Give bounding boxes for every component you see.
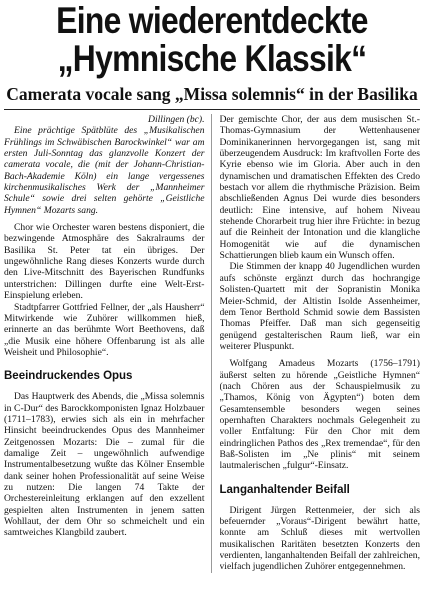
- paragraph-4: Der gemischte Chor, der aus dem musischen St.-Thomas-Gymnasium der Wettenhausener Dominikanerinnen hervorgegangen ist, sang mit überzeugendem Ausdruck: Im kraftvollen Forte des Kyrie ebenso wie im Gloria. Aber auch in den dynamischen und dramatischen Effekten des Credo bestach vor allem die rhythmische Präzision. Beim abschließenden Agnus Dei wurde dies besonders deutlich: Eine intensive, auf hohem Niveau stehende Chorarbeit trug hier ihre Früchte: in bezug auf die Reinheit der Intonation und die klangliche Homogenität wie auf die dynamischen Schattierungen blieb kaum ein Wunsch offen.: [219, 114, 420, 262]
- paragraph-1: Chor wie Orchester waren bestens disponiert, die bezwingende Atmosphäre des Sakralraums der Basilika St. Peter tat ein übriges. Der ungewöhnliche Rang dieses Konzerts wurde durch den Live-Mitschnitt des Bayerischen Rundfunks unterstrichen: Dillingen durfte eine Welt-Erst-Einspielung erleben.: [4, 222, 205, 302]
- paragraph-6: Wolfgang Amadeus Mozarts (1756–1791) äußerst selten zu hörende „Geistliche Hymnen“ (nach Chören aus der Schauspielmusik zu „Thamos, König von Ägypten“) boten dem Gesamtensemble besonders wegen seines opernhaften Charakters nochmals Gelegenheit zu voller Entfaltung: Für den Chor mit dem eindringlichen Pathos des „Rex tremendae“, für den Baß-Solisten im „Ne plinis“ mit seinem lautmalerischen „fulgur“-Einsatz.: [219, 358, 420, 472]
- section-heading-beifall: Langanhaltender Beifall: [219, 483, 350, 496]
- dateline: Dillingen (bc).: [148, 114, 205, 125]
- column-right: [220, 114, 421, 573]
- headline-line-2: „Hymnische Klassik“: [57, 38, 367, 79]
- paragraph-2: Stadtpfarrer Gottfried Fellner, der „als Hausherr“ Mitwirkende wie Zuhörer willkommen hieß, erinnerte an das berühmte Wort Beethovens, daß „die Musik eine höhere Offenbarung ist als alle Weisheit und Philosophie“.: [4, 301, 205, 358]
- section-heading-opus: Beeindruckendes Opus: [4, 370, 133, 383]
- headline-line-1: Eine wiederentdeckte: [56, 0, 368, 41]
- paragraph-3: Das Hauptwerk des Abends, die „Missa solemnis in C-Dur“ des Barockkomponisten Ignaz Holzbauer (1711–1783), erwies sich als ein in mehrfacher Hinsicht beeindruckendes Opus des Mannheimer Zeitgenossen Mozarts: Die – zumal für die damalige Zeit – ungewöhnlich aufwendige Instrumentalbesetzung wußte das Kölner Ensemble dank seiner hohen Professionalität auf seine Weise zu nutzen: Die langen 74 Takte der Orchestereinleitung erklangen auf den exzellent gespielten alten Instrumenten in jenem satten Wohllaut, der dem Ohr so schmeichelt und ein samtweiches Klangbild zaubert.: [4, 391, 205, 539]
- header-rule: [4, 109, 420, 110]
- column-left: [4, 114, 212, 573]
- subheadline: Camerata vocale sang „Missa solemnis“ in der Basilika: [6, 84, 418, 104]
- paragraph-5: Die Stimmen der knapp 40 Jugendlichen wurden aufs schönste ergänzt durch das hochrangige Solisten-Quartett mit der Sopranistin Monika Meier-Schmid, der Altistin Isolde Assenheimer, dem Tenor Berthold Schmid sowie dem Bassisten Thomas Pfeiffer. Daß man sich gegenseitig genügend gestalterischen Raum ließ, war ein weiterer Pluspunkt.: [219, 261, 420, 352]
- lead-paragraph: Eine prächtige Spätblüte des „Musikalischen Frühlings im Schwäbischen Barockwinkel“ war am ersten Juli-Sonntag das glanzvolle Konzert der camerata vocale, die (mit der Johann-Christian-Bach-Akademie Köln) ein lange vergessenes kirchenmusikalisches Werk der „Mannheimer Schule“ sowie drei selten gehörte „Geistliche Hymnen“ Mozarts sang.: [4, 125, 205, 216]
- article-columns: [4, 114, 420, 573]
- paragraph-7: Dirigent Jürgen Rettenmeier, der sich als befeuernder „Voraus“-Dirigent bewährt hatte, konnte am Schluß dieses mit wertvollen musikalischen Raritäten besetzten Konzerts den verdienten, langanhaltenden Beifall der zahlreichen, vielfach jugendlichen Zuhörer entgegennehmen.: [219, 504, 420, 573]
